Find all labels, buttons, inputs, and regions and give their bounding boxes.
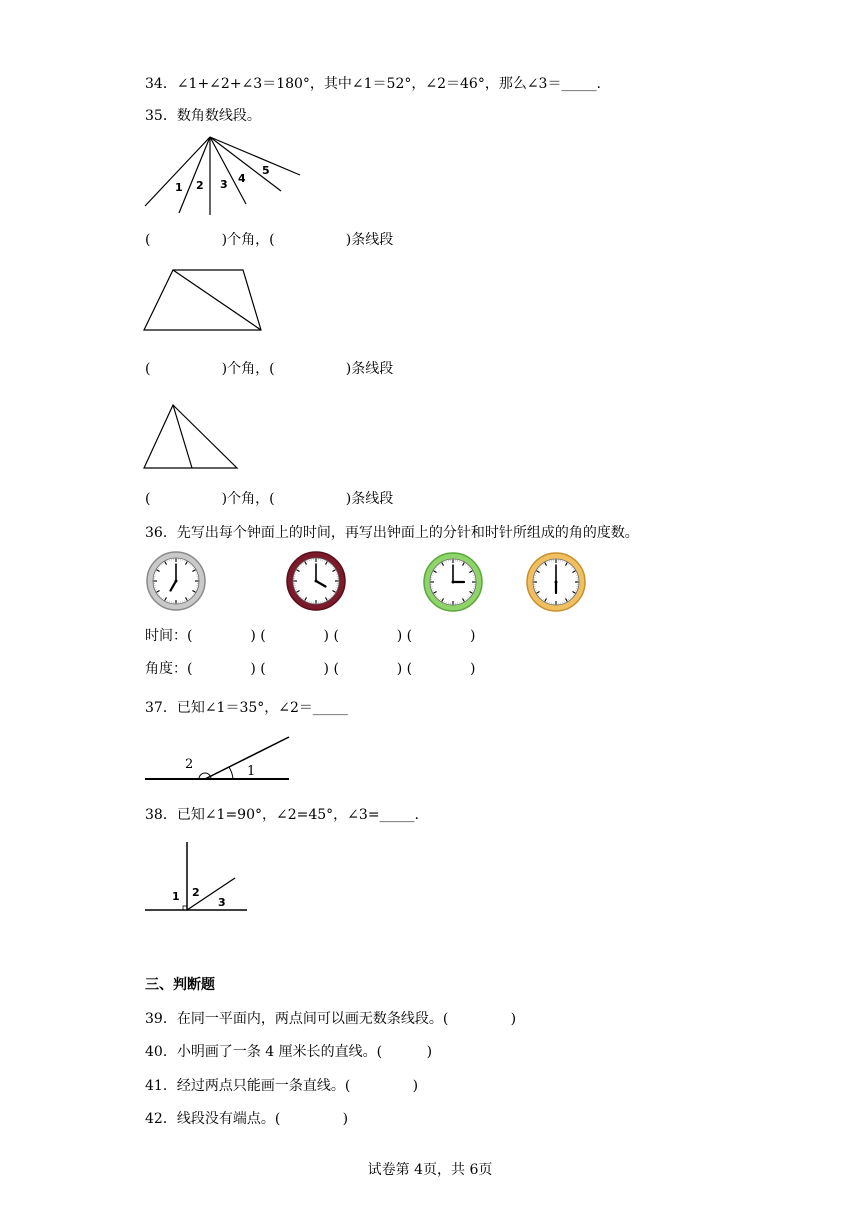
q35-fan-label-4: 4 — [238, 172, 246, 185]
q42-text: 42．线段没有端点。( ) — [145, 1111, 349, 1127]
q40-text: 40．小明画了一条 4 厘米长的直线。( ) — [145, 1044, 433, 1060]
clock-2 — [285, 550, 347, 612]
q38-label-2: 2 — [192, 886, 200, 899]
q35-fan-label-3: 3 — [220, 178, 228, 191]
q37-label-1: 1 — [247, 764, 256, 779]
page-footer: 试卷第 4页，共 6页 — [367, 1162, 493, 1178]
q37-label-2: 2 — [185, 757, 194, 772]
q38-text: 38．已知∠1=90°，∠2=45°，∠3=_____. — [145, 807, 419, 823]
clock-3 — [422, 551, 484, 613]
q35-fan-figure — [140, 134, 310, 219]
q38-label-3: 3 — [218, 896, 226, 909]
q35-triangle-figure — [140, 401, 245, 473]
q35-fan-label-5: 5 — [262, 164, 270, 177]
clock-center — [175, 580, 178, 583]
q36-title: 36．先写出每个钟面上的时间，再写出钟面上的分针和时针所组成的角的度数。 — [145, 525, 639, 541]
q38-angle-figure — [143, 840, 253, 915]
clock-center — [555, 581, 558, 584]
q41-text: 41．经过两点只能画一条直线。( ) — [145, 1078, 419, 1094]
q38-label-1: 1 — [172, 890, 180, 903]
clock-4 — [525, 551, 587, 613]
section3-title: 三、判断题 — [145, 977, 215, 993]
q34-text: 34．∠1+∠2+∠3＝180°，其中∠1＝52°，∠2＝46°，那么∠3＝_____. — [145, 76, 601, 92]
clock-center — [452, 581, 455, 584]
q35-answer-3: ( )个角，( )条线段 — [145, 491, 394, 507]
q37-angle-figure — [143, 734, 293, 784]
q35-fan-label-1: 1 — [175, 181, 183, 194]
clock-1 — [145, 550, 207, 612]
q36-time-row: 时间：( ) ( ) ( ) ( ) — [145, 628, 476, 644]
q35-fan-label-2: 2 — [196, 179, 204, 192]
q35-title: 35．数角数线段。 — [145, 108, 261, 124]
q35-answer-1: ( )个角，( )条线段 — [145, 232, 394, 248]
q39-text: 39．在同一平面内，两点间可以画无数条线段。( ) — [145, 1011, 517, 1027]
q35-trapezoid-figure — [140, 266, 275, 336]
q35-answer-2: ( )个角，( )条线段 — [145, 361, 394, 377]
q37-text: 37．已知∠1＝35°，∠2＝_____ — [145, 700, 348, 716]
clock-center — [315, 580, 318, 583]
q36-angle-row: 角度：( ) ( ) ( ) ( ) — [145, 661, 476, 677]
